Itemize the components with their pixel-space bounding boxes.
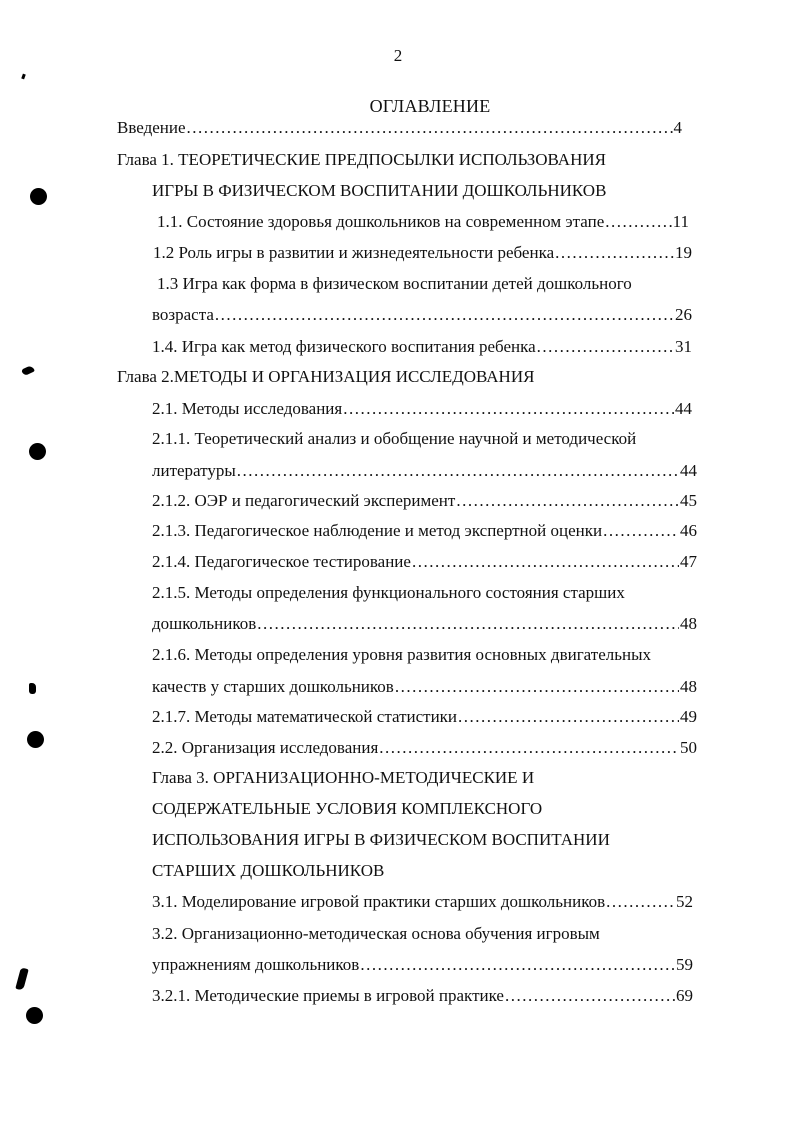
leader-dots	[605, 212, 671, 232]
toc-entry	[153, 243, 692, 263]
toc-entry: 2.1.5. Методы определения функционального состояния старших	[152, 583, 625, 602]
toc-entry-page: 44	[675, 399, 692, 418]
toc-entry-page: 44	[680, 461, 697, 480]
leader-dots	[603, 521, 679, 541]
toc-entry-page: 49	[680, 707, 697, 726]
toc-entry	[152, 552, 697, 572]
toc-chapter-3-title-cont: ИСПОЛЬЗОВАНИЯ ИГРЫ В ФИЗИЧЕСКОМ ВОСПИТАНИИ	[152, 830, 610, 849]
toc-entry-label: упражнениям дошкольников	[152, 955, 360, 974]
binder-hole	[29, 443, 46, 460]
toc-entry-page: 50	[680, 738, 697, 757]
toc-entry-label: 2.2. Организация исследования	[152, 738, 379, 757]
toc-entry	[152, 986, 693, 1006]
leader-dots	[606, 892, 675, 912]
leader-dots	[395, 677, 679, 697]
toc-entry: 2.1.1. Теоретический анализ и обобщение научной и методической	[152, 429, 637, 448]
toc-chapter-3-title-cont: СТАРШИХ ДОШКОЛЬНИКОВ	[152, 861, 385, 880]
toc-entry-label: 2.1.4. Педагогическое тестирование	[152, 552, 411, 571]
scan-speck	[29, 683, 36, 694]
toc-entry-label: 1.2 Роль игры в развитии и жизнедеятельности ребенка	[153, 243, 555, 262]
toc-entry-label: 3.2.1. Методические приемы в игровой практике	[152, 986, 504, 1005]
leader-dots	[343, 399, 674, 419]
toc-entry-label: литературы	[152, 461, 236, 480]
toc-entry	[152, 707, 697, 727]
leader-dots	[458, 707, 679, 727]
toc-entry-label: качеств у старших дошкольников	[152, 677, 394, 696]
toc-entry-label: 3.1. Моделирование игровой практики старших дошкольников	[152, 892, 606, 911]
toc-entry-label: 1.1. Состояние здоровья дошкольников на современном этапе	[157, 212, 605, 231]
toc-chapter-3-title: Глава 3. ОРГАНИЗАЦИОННО-МЕТОДИЧЕСКИЕ И	[152, 768, 535, 787]
toc-entry-page: 47	[680, 552, 697, 571]
scan-speck	[21, 365, 35, 376]
binder-hole	[27, 731, 44, 748]
toc-entry: 2.1.6. Методы определения уровня развития основных двигательных	[152, 645, 652, 664]
toc-entry	[152, 677, 697, 697]
toc-entry	[152, 614, 697, 634]
leader-dots	[456, 491, 679, 511]
toc-entry-page: 52	[676, 892, 693, 911]
scan-speck	[21, 74, 26, 80]
toc-entry-label: 2.1.2. ОЭР и педагогический эксперимент	[152, 491, 456, 510]
toc-entry-page: 19	[675, 243, 692, 262]
toc-chapter-1-title-cont: ИГРЫ В ФИЗИЧЕСКОМ ВОСПИТАНИИ ДОШКОЛЬНИКОВ	[152, 181, 607, 200]
toc-entry-label: возраста	[152, 305, 214, 324]
toc-entry-page: 46	[680, 521, 697, 540]
toc-entry-page: 45	[680, 491, 697, 510]
toc-entry-label: 2.1.3. Педагогическое наблюдение и метод экспертной оценки	[152, 521, 603, 540]
toc-entry	[152, 955, 693, 975]
toc-entry-page: 31	[675, 337, 692, 356]
leader-dots	[412, 552, 679, 572]
toc-entry	[152, 399, 692, 419]
toc-entry-label: дошкольников	[152, 614, 257, 633]
toc-entry-label: 2.1.7. Методы математической статистики	[152, 707, 458, 726]
toc-entry-label: Введение	[117, 118, 186, 137]
toc-entry	[152, 337, 692, 357]
toc-entry-page: 26	[675, 305, 692, 324]
leader-dots	[360, 955, 675, 975]
toc-chapter-1-title: Глава 1. ТЕОРЕТИЧЕСКИЕ ПРЕДПОСЫЛКИ ИСПОЛЬЗОВАНИЯ	[117, 150, 606, 169]
leader-dots	[257, 614, 679, 634]
toc-entry-page: 59	[676, 955, 693, 974]
toc-entry-introduction	[117, 118, 682, 138]
toc-entry	[157, 212, 689, 232]
leader-dots	[215, 305, 674, 325]
toc-entry	[152, 892, 693, 912]
toc-entry	[152, 738, 697, 758]
toc-entry-page: 48	[680, 677, 697, 696]
toc-entry-page: 4	[673, 118, 682, 137]
binder-hole	[30, 188, 47, 205]
page-title: ОГЛАВЛЕНИЕ	[369, 96, 491, 116]
scan-speck	[15, 967, 28, 990]
toc-entry: 1.3 Игра как форма в физическом воспитании детей дошкольного	[157, 274, 632, 293]
leader-dots	[237, 461, 679, 481]
leader-dots	[505, 986, 675, 1006]
page-number: 2	[393, 46, 403, 65]
toc-entry-page: 69	[676, 986, 693, 1005]
toc-entry	[152, 461, 697, 481]
toc-entry	[152, 491, 697, 511]
toc-entry-page: 48	[680, 614, 697, 633]
toc-entry-page: 11	[672, 212, 689, 231]
toc-entry-label: 2.1. Методы исследования	[152, 399, 343, 418]
leader-dots	[537, 337, 674, 357]
toc-chapter-2-title: Глава 2.МЕТОДЫ И ОРГАНИЗАЦИЯ ИССЛЕДОВАНИЯ	[117, 367, 535, 386]
leader-dots	[379, 738, 679, 758]
binder-hole	[26, 1007, 43, 1024]
toc-entry-label: 1.4. Игра как метод физического воспитания ребенка	[152, 337, 536, 356]
leader-dots	[555, 243, 674, 263]
toc-entry	[152, 305, 692, 325]
leader-dots	[187, 118, 673, 138]
toc-entry: 3.2. Организационно-методическая основа обучения игровым	[152, 924, 600, 943]
toc-entry	[152, 521, 697, 541]
toc-chapter-3-title-cont: СОДЕРЖАТЕЛЬНЫЕ УСЛОВИЯ КОМПЛЕКСНОГО	[152, 799, 543, 818]
